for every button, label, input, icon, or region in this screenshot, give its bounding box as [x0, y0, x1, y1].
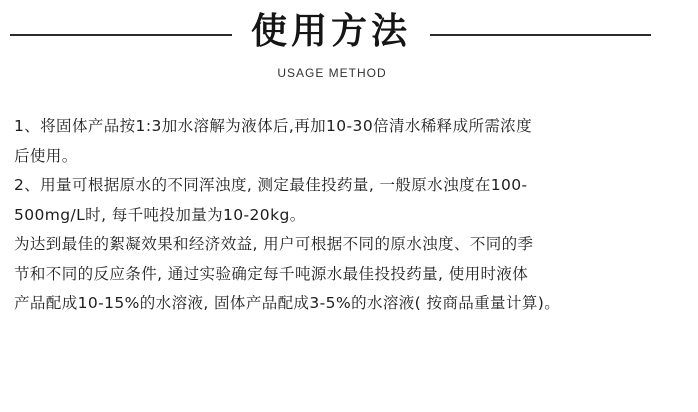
- instruction-step-2: [14, 171, 690, 230]
- usage-instructions: [14, 112, 690, 319]
- section-subtitle: USAGE METHOD: [277, 66, 387, 80]
- text-line: 500mg/L时, 每千吨投加量为10-20kg。: [14, 205, 306, 224]
- instruction-step-1: [14, 112, 690, 171]
- header-divider-right: [430, 34, 651, 36]
- text-line: 后使用。: [14, 146, 78, 165]
- header-divider-left: [10, 34, 232, 36]
- text-line: 节和不同的反应条件, 通过实验确定每千吨源水最佳投投药量, 使用时液体: [14, 264, 529, 283]
- section-title: 使用方法: [250, 11, 411, 52]
- text-line: 1、将固体产品按1:3加水溶解为液体后,再加10-30倍清水稀释成所需浓度: [14, 117, 533, 135]
- instruction-note: [14, 230, 690, 319]
- section-header: [0, 0, 698, 90]
- text-line: 为达到最佳的絮凝效果和经济效益, 用户可根据不同的原水浊度、不同的季: [14, 235, 534, 253]
- text-line: 2、用量可根据原水的不同浑浊度, 测定最佳投药量, 一般原水浊度在100-: [14, 176, 528, 194]
- text-line: 产品配成10-15%的水溶液, 固体产品配成3-5%的水溶液( 按商品重量计算)。: [14, 294, 561, 312]
